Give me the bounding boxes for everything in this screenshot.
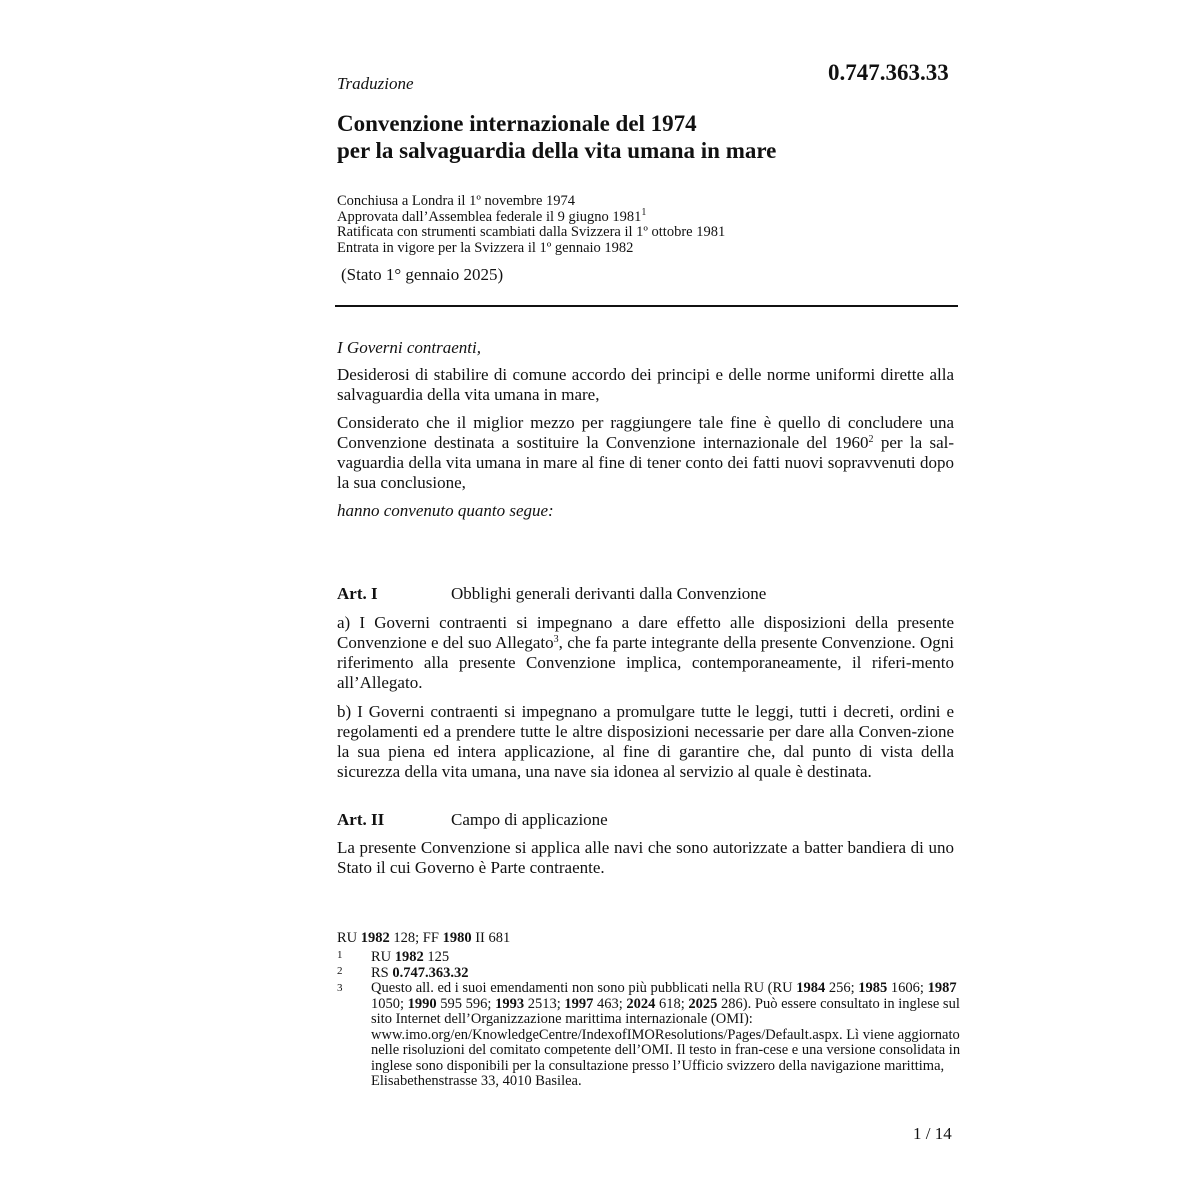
article-2-label: Art. II — [337, 810, 385, 829]
document-metadata — [337, 194, 725, 256]
preamble-paragraph-1 — [337, 365, 954, 405]
article-2-paragraph — [337, 838, 954, 878]
page-number: 1 / 14 — [913, 1124, 952, 1143]
fn2-ref[interactable]: 0.747.363.32 — [392, 965, 469, 981]
fn3-y1990: 1990 — [407, 995, 437, 1012]
fn3-p1993: 2513; — [527, 995, 561, 1012]
footnote-ref-1[interactable]: 1 — [641, 206, 647, 218]
meta-approved-text: Approvata dall’Assemblea federale il 9 giugno 1981 — [337, 208, 642, 225]
status-date: (Stato 1° gennaio 2025) — [341, 265, 504, 284]
fn3-y1997: 1997 — [564, 995, 594, 1012]
source-ru: RU — [337, 930, 358, 946]
footnote-3-number: 3 — [337, 982, 343, 994]
article-1-a-text-b: , che fa parte integrante della presente Convenzione. Ogni riferimento alla presente Convenzione implica, contemporaneamente, il riferi-mento all’Allegato. — [337, 633, 954, 692]
article-1-paragraph-b — [337, 702, 954, 782]
fn3-y1987: 1987 — [927, 980, 957, 996]
header-divider — [335, 305, 958, 307]
fn3-y1984: 1984 — [796, 980, 826, 996]
preamble-p1-text: Desiderosi di stabilire di comune accordo dei principi e delle norme uniformi dirette alla salvaguardia della vita umana in mare, — [337, 365, 954, 404]
footnote-2-number: 2 — [337, 965, 343, 977]
fn3-y2025: 2025 — [688, 995, 718, 1012]
fn3-y2024: 2024 — [626, 995, 656, 1012]
sr-number: 0.747.363.33 — [828, 60, 949, 85]
source-reference — [337, 930, 510, 947]
fn3-p1985: 1606; — [890, 980, 924, 996]
article-2-title: Campo di applicazione — [451, 810, 608, 829]
fn3-p1997: 463; — [596, 995, 623, 1012]
preamble-paragraph-2 — [337, 413, 954, 493]
article-2-text: La presente Convenzione si applica alle navi che sono autorizzate a batter bandiera di uno Stato il cui Governo è Parte contraente. — [337, 838, 954, 877]
article-1-b-text: b) I Governi contraenti si impegnano a promulgare tutte le leggi, tutti i decreti, ordini e regolamenti ed a prendere tutte le altre disposizioni necessarie per dare alla Conven-zione la sua piena ed intera applicazione, al fine di garantire che, dal punto di vista della sicurezza della vita umana, una nave sia idonea al servizio al quale è destinata. — [337, 702, 954, 781]
footnote-ref-2[interactable]: 2 — [868, 434, 874, 445]
fn1-prefix: RU — [371, 949, 392, 965]
preamble-p2-text-a: Considerato che il miglior mezzo per raggiungere tale fine è quello di concludere una Convenzione destinata a sostituire la Convenzione internazionale del 1960 — [337, 413, 954, 452]
footnote-ref-3[interactable]: 3 — [553, 634, 559, 645]
source-ru-page: 128; FF — [393, 930, 439, 946]
meta-in-force: Entrata in vigore per la Svizzera il 1º gennaio 1982 — [337, 239, 634, 256]
fn2-prefix: RS — [371, 965, 389, 981]
meta-ratified: Ratificata con strumenti scambiati dalla Svizzera il 1º ottobre 1981 — [337, 224, 726, 240]
source-ff-rest: II 681 — [475, 930, 511, 946]
fn3-y1993: 1993 — [495, 995, 525, 1012]
preamble-heading: I Governi contraenti, — [337, 338, 481, 357]
title-line-1: Convenzione internazionale del 1974 — [337, 111, 697, 136]
article-1-a-text-a: a) I Governi contraenti si impegnano a dare effetto alle disposizioni della presente Convenzione e del suo Allegato — [337, 613, 954, 652]
fn1-page: 125 — [427, 949, 450, 965]
fn3-text-2: Può essere consultato in inglese sul sito Internet dell’Organizzazione marittima internazionale (OMI): www.imo.org/en/KnowledgeCentre/IndexofIMOResolutions/Pages/Default.aspx. Lì viene aggiornato nelle risoluzioni del comitato competente dell’OMI. Il testo in fran-cese e una versione consolidata in inglese sono disponibili per la consultazione presso l’Ufficio svizzero della navigazione marittima, Elisabethenstrasse 33, 4010 Basilea. — [371, 995, 961, 1089]
title-line-2: per la salvaguardia della vita umana in mare — [337, 138, 777, 163]
translation-label: Traduzione — [337, 74, 414, 93]
source-ff-year: 1980 — [442, 930, 472, 946]
article-1-label: Art. I — [337, 584, 378, 603]
fn3-p1984: 256; — [828, 980, 855, 996]
footnote-3-text — [371, 981, 961, 1090]
source-ru-year: 1982 — [360, 930, 390, 946]
fn3-text-1: Questo all. ed i suoi emendamenti non sono più pubblicati nella RU (RU — [371, 980, 793, 996]
preamble-p2-text-b: per la sal-vaguardia della vita umana in mare al fine di tener conto dei fatti nuovi sopravvenuti dopo la sua conclusione, — [337, 433, 954, 492]
meta-concluded: Conchiusa a Londra il 1º novembre 1974 — [337, 193, 576, 209]
fn3-p2025: 286). — [721, 995, 752, 1012]
article-1-title: Obblighi generali derivanti dalla Convenzione — [451, 584, 767, 603]
fn3-p1987: 1050; — [371, 995, 405, 1012]
fn3-y1985: 1985 — [858, 980, 888, 996]
fn3-p2024: 618; — [659, 995, 685, 1012]
article-1-paragraph-a — [337, 613, 954, 693]
footnote-1-number: 1 — [337, 949, 343, 961]
fn1-year: 1982 — [394, 949, 424, 965]
footnote-1-text — [371, 950, 449, 966]
document-title — [337, 110, 776, 164]
preamble-closing: hanno convenuto quanto segue: — [337, 501, 554, 520]
fn3-p1990: 595 596; — [440, 995, 492, 1012]
meta-approved — [337, 206, 725, 226]
